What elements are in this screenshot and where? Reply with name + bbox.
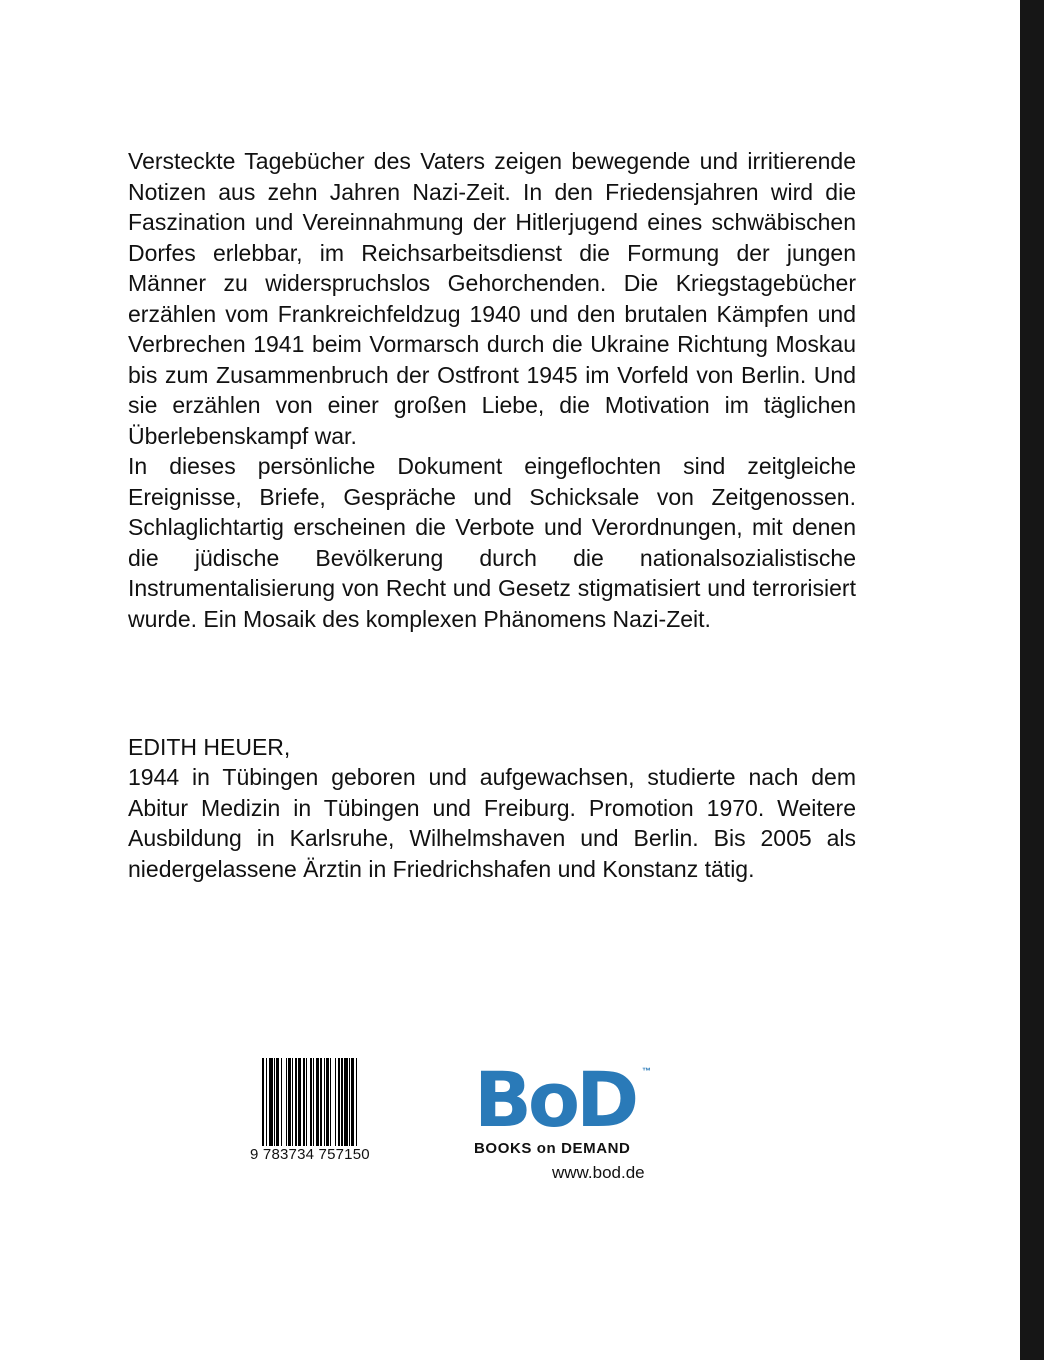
book-blurb: [128, 146, 856, 634]
bod-logo-mark: BoD: [474, 1055, 636, 1144]
blurb-paragraph-2: In dieses persönliche Dokument eingeflochten sind zeitgleiche Ereignisse, Briefe, Gespräche und Schicksale von Zeitgenossen. Schlaglichtartig erscheinen die Verbote und Verordnungen, mit denen die jüdische Bevölkerung durch die nationalsozialistische Instrumentalisierung von Recht und Gesetz stigmatisiert und terrorisiert wurde. Ein Mosaik des komplexen Phänomens Nazi-Zeit.: [128, 453, 856, 632]
barcode-bar: [357, 1058, 358, 1146]
publisher-tagline: BOOKS on DEMAND: [474, 1140, 631, 1157]
isbn-barcode: [250, 1058, 395, 1168]
barcode-number: 9 783734 757150: [250, 1146, 370, 1163]
publisher-url: www.bod.de: [552, 1163, 645, 1182]
publisher-logo: [470, 1055, 660, 1192]
barcode-bars: [262, 1058, 393, 1146]
trademark-symbol: ™: [642, 1066, 651, 1076]
author-name: EDITH HEUER,: [128, 734, 291, 760]
author-bio: 1944 in Tübingen geboren und aufgewachsen, studierte nach dem Abitur Medizin in Tübingen und Freiburg. Promotion 1970. Weitere Ausbildung in Karlsruhe, Wilhelmshaven und Berlin. Bis 2005 als niedergelassene Ärztin in Friedrichshafen und Konstanz tätig.: [128, 764, 856, 882]
blurb-paragraph-1: Versteckte Tagebücher des Vaters zeigen bewegende und irritierende Notizen aus zehn Jahren Nazi-Zeit. In den Friedensjahren wird die Faszination und Vereinnahmung der Hitlerjugend eines schwäbischen Dorfes erlebbar, im Reichsarbeitsdienst die Formung der jungen Männer zu widerspruchslos Gehorchenden. Die Kriegstagebücher erzählen vom Frankreichfeldzug 1940 und den brutalen Kämpfen und Verbrechen 1941 beim Vormarsch durch die Ukraine Richtung Moskau bis zum Zusammenbruch der Ostfront 1945 im Vorfeld von Berlin. Und sie erzählen von einer großen Liebe, die Motivation im täglichen Überlebenskampf war.: [128, 148, 856, 449]
page-edge: [1020, 0, 1044, 1360]
